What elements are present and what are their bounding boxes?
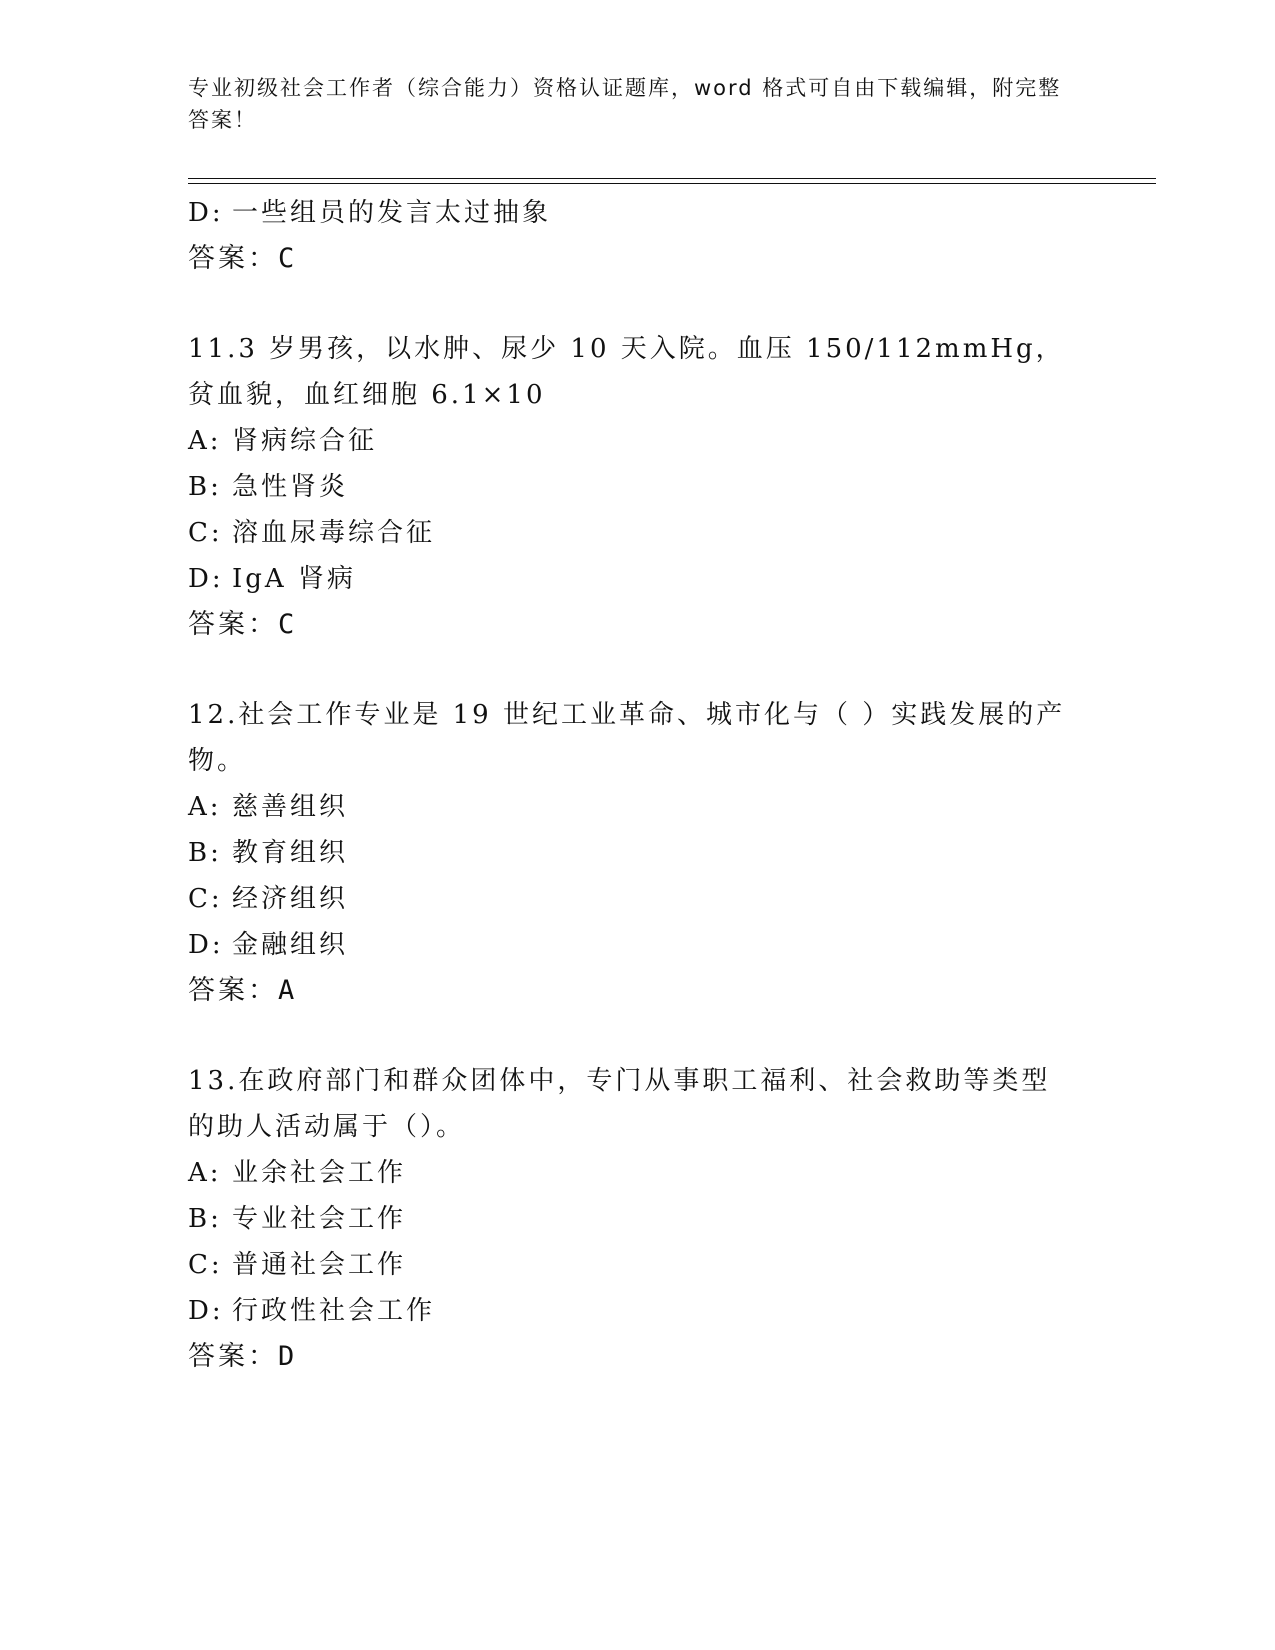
- question-stem: 11.3 岁男孩，以水肿、尿少 10 天入院。血压 150/112mmHg，贫血貌，血红细胞 6.1×10: [188, 334, 1065, 410]
- answer-label: 答案：: [188, 243, 278, 274]
- answer-line: [188, 968, 1088, 1014]
- option-item: [188, 464, 1088, 510]
- option-label: A:: [188, 426, 222, 456]
- option-item: [188, 922, 1088, 968]
- option-item: [188, 510, 1088, 556]
- answer-value: D: [278, 1341, 298, 1372]
- option-label: D:: [188, 1296, 224, 1326]
- question-continued: [188, 190, 1088, 282]
- answer-label: 答案：: [188, 1341, 278, 1372]
- question-stem: 13.在政府部门和群众团体中，专门从事职工福利、社会救助等类型的助人活动属于（）。: [188, 1066, 1051, 1142]
- header-divider-top: [188, 178, 1156, 179]
- option-text: 肾病综合征: [232, 426, 378, 456]
- option-label: B:: [188, 838, 222, 868]
- answer-line: [188, 602, 1088, 648]
- option-item: [188, 876, 1088, 922]
- question-item: [188, 1058, 1088, 1380]
- option-text: 教育组织: [232, 838, 349, 868]
- question-stem: 12.社会工作专业是 19 世纪工业革命、城市化与（ ）实践发展的产物。: [188, 700, 1066, 776]
- option-item: [188, 784, 1088, 830]
- option-item: [188, 1242, 1088, 1288]
- option-label: B:: [188, 1204, 222, 1234]
- option-item: [188, 830, 1088, 876]
- option-text: 金融组织: [232, 930, 349, 960]
- option-label: C:: [188, 518, 223, 548]
- answer-label: 答案：: [188, 975, 278, 1006]
- option-label: D:: [188, 564, 224, 594]
- option-text: 专业社会工作: [232, 1204, 407, 1234]
- option-item: [188, 556, 1088, 602]
- option-label: D:: [188, 930, 224, 960]
- option-item: [188, 418, 1088, 464]
- option-item: [188, 1196, 1088, 1242]
- answer-line: [188, 236, 1088, 282]
- answer-label: 答案：: [188, 609, 278, 640]
- option-text: 经济组织: [232, 884, 349, 914]
- option-label: A:: [188, 1158, 222, 1188]
- option-text: 溶血尿毒综合征: [232, 518, 436, 548]
- answer-line: [188, 1334, 1088, 1380]
- answer-value: C: [278, 609, 298, 640]
- option-text: 慈善组织: [232, 792, 349, 822]
- option-text: IgA 肾病: [232, 564, 356, 594]
- header-divider-bottom: [188, 183, 1156, 184]
- question-list: [188, 190, 1088, 1380]
- option-label: B:: [188, 472, 222, 502]
- answer-value: C: [278, 243, 298, 274]
- question-item: [188, 326, 1088, 648]
- option-label: D:: [188, 198, 224, 228]
- option-text: 普通社会工作: [232, 1250, 407, 1280]
- option-item: [188, 190, 1088, 236]
- option-text: 一些组员的发言太过抽象: [232, 198, 552, 228]
- option-label: A:: [188, 792, 222, 822]
- option-text: 业余社会工作: [232, 1158, 407, 1188]
- question-item: [188, 692, 1088, 1014]
- option-item: [188, 1288, 1088, 1334]
- option-text: 急性肾炎: [232, 472, 349, 502]
- option-text: 行政性社会工作: [232, 1296, 436, 1326]
- page-header-title: 专业初级社会工作者（综合能力）资格认证题库，word 格式可自由下载编辑，附完整答案！: [188, 76, 1062, 132]
- option-item: [188, 1150, 1088, 1196]
- option-label: C:: [188, 1250, 223, 1280]
- option-label: C:: [188, 884, 223, 914]
- answer-value: A: [278, 975, 298, 1006]
